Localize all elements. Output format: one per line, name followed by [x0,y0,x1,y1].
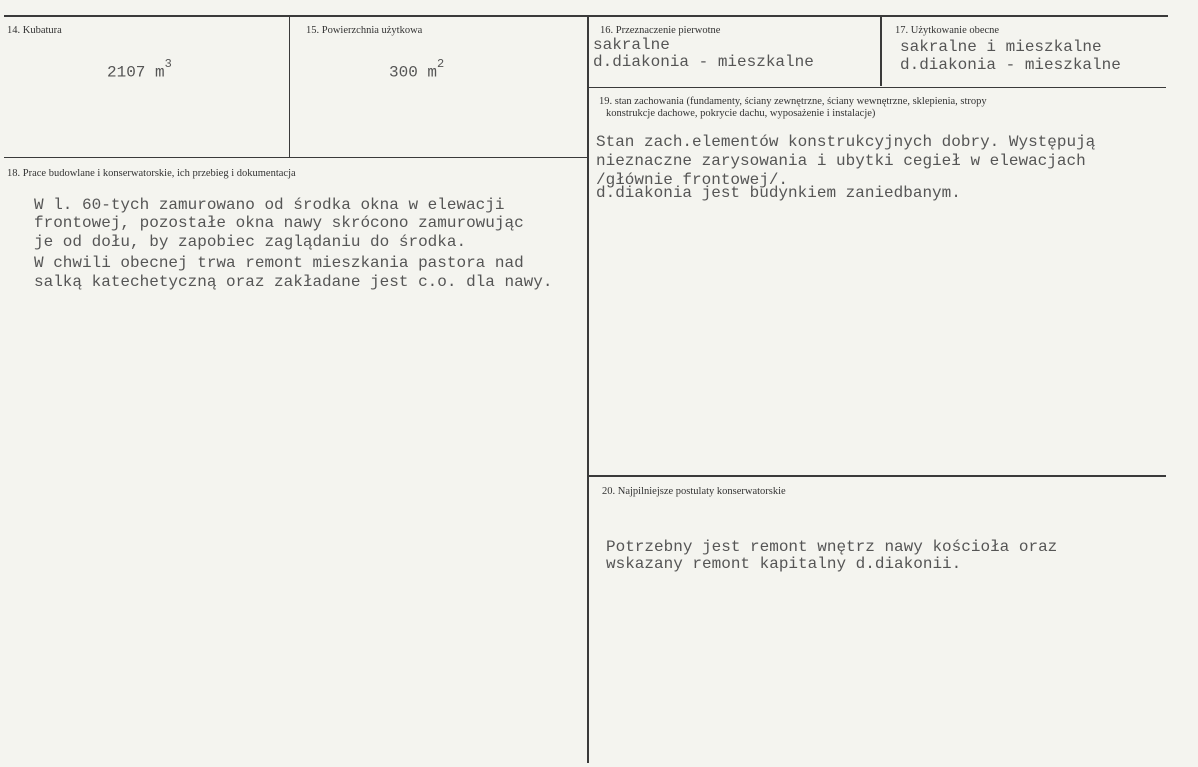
postulaty-line-2: wskazany remont kapitalny d.diakonii. [606,555,962,573]
line-under-14-15 [4,157,588,158]
uzytkowanie-line-1: sakralne i mieszkalne [900,38,1102,56]
powierzchnia-value: 300 $m^2$ [389,57,445,82]
postulaty-label: 20. Najpilniejsze postulaty konserwatorskie [602,486,786,497]
center-divider [587,15,589,763]
prace-para2-line-2: salką katechetyczną oraz zakładane jest c.o. dla nawy. [34,273,553,291]
uzytkowanie-line-2: d.diakonia - mieszkalne [900,56,1121,74]
stan-line-1: Stan zach.elementów konstrukcyjnych dobry. Występują [596,133,1096,151]
prace-para2-line-1: W chwili obecnej trwa remont mieszkania pastora nad [34,254,524,272]
stan-line-3: /głównie frontowej/. [596,171,789,189]
kubatura-value: 2107 $m^3$ [107,57,172,82]
przeznaczenie-line-1: sakralne [593,36,670,54]
divider-16-17 [880,15,882,86]
uzytkowanie-label: 17. Użytkowanie obecne [895,25,1000,36]
top-border [4,15,1168,17]
prace-label: 18. Prace budowlane i konserwatorskie, ich przebieg i dokumentacja [7,168,296,179]
przeznaczenie-label: 16. Przeznaczenie pierwotne [600,25,721,36]
stan-label-line-1: 19. stan zachowania (fundamenty, ściany zewnętrzne, ściany wewnętrzne, sklepienia, stropy [599,96,987,107]
divider-14-15 [289,15,290,157]
kubatura-label: 14. Kubatura [7,25,62,36]
stan-line-4: d.diakonia jest budynkiem zaniedbanym. [596,184,961,202]
line-under-16-17 [589,87,1166,88]
stan-label-line-2: konstrukcje dachowe, pokrycie dachu, wyposażenie i instalacje) [606,108,876,119]
line-above-20 [589,475,1166,477]
powierzchnia-label: 15. Powierzchnia użytkowa [306,25,423,36]
prace-para1-line-1: W l. 60-tych zamurowano od środka okna w elewacji [34,196,505,214]
przeznaczenie-line-2: d.diakonia - mieszkalne [593,53,814,71]
prace-para1-line-3: je od dołu, by zapobiec zaglądaniu do środka. [34,233,467,251]
postulaty-line-1: Potrzebny jest remont wnętrz nawy kościoła oraz [606,538,1058,556]
prace-para1-line-2: frontowej, pozostałe okna nawy skrócono zamurowując [34,214,524,232]
stan-line-2: nieznaczne zarysowania i ubytki cegieł w elewacjach [596,152,1086,170]
